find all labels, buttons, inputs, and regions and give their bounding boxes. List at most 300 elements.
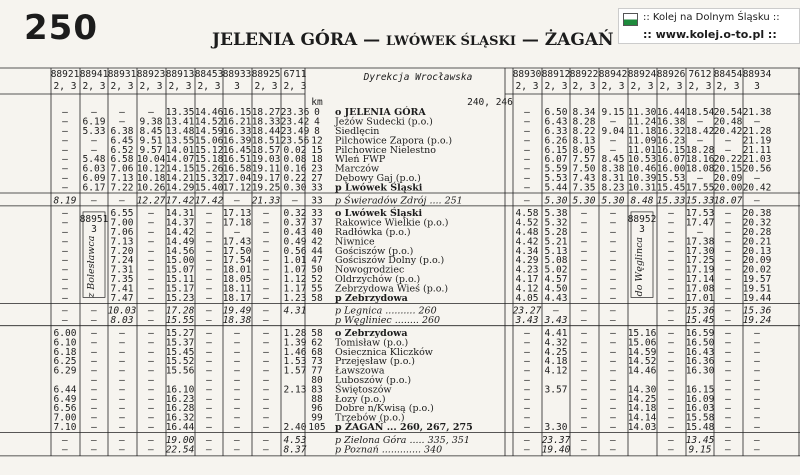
departure-time: — bbox=[263, 422, 269, 433]
station-name: Wleń FWP bbox=[335, 154, 386, 166]
departure-time: 16.30 bbox=[685, 365, 715, 377]
departure-time: — bbox=[263, 217, 269, 229]
km-value: 58 bbox=[311, 292, 323, 304]
departure-time: 6.09 bbox=[82, 173, 106, 184]
departure-time: — bbox=[206, 264, 212, 276]
departure-time: — bbox=[234, 365, 240, 377]
train-class: 2, 3 bbox=[572, 81, 596, 92]
departure-time: — bbox=[148, 217, 154, 229]
departure-time: 14.07 bbox=[165, 154, 195, 166]
train-class: 2, 3 bbox=[601, 81, 625, 92]
departure-time: — bbox=[206, 444, 212, 456]
departure-time: — bbox=[206, 393, 212, 405]
departure-time: 16.36 bbox=[685, 356, 715, 368]
departure-time: — bbox=[581, 315, 587, 327]
departure-time: — bbox=[524, 107, 530, 119]
departure-time: — bbox=[148, 274, 154, 285]
departure-time: 18.07 bbox=[713, 195, 743, 207]
departure-time: 13.45 bbox=[685, 434, 715, 446]
departure-time: 1.12 bbox=[283, 274, 307, 285]
station-name: Dębowy Gaj (p.o.) bbox=[335, 173, 421, 184]
departure-time: — bbox=[234, 444, 240, 456]
departure-time: — bbox=[668, 403, 674, 415]
departure-time: 0.37 bbox=[283, 217, 307, 229]
departure-time: 9.51 bbox=[139, 135, 163, 147]
departure-time: 20.13 bbox=[742, 245, 772, 257]
departure-time: 18.28 bbox=[685, 144, 715, 156]
departure-time: — bbox=[206, 365, 212, 377]
departure-time: — bbox=[206, 274, 212, 285]
departure-time: 17.53 bbox=[685, 208, 715, 220]
departure-time: — bbox=[148, 255, 154, 267]
train-class: 2, 3 bbox=[659, 81, 683, 92]
departure-time: — bbox=[91, 135, 97, 147]
departure-time: 8.19 bbox=[53, 195, 77, 207]
departure-time: — bbox=[62, 264, 68, 276]
departure-time: 20.09 bbox=[742, 255, 772, 267]
departure-time: — bbox=[754, 444, 760, 456]
departure-time: — bbox=[725, 346, 731, 358]
departure-time: 5.59 bbox=[544, 163, 568, 175]
departure-time: — bbox=[610, 315, 616, 327]
departure-time: 5.44 bbox=[544, 182, 568, 194]
departure-time: 1.01 bbox=[283, 255, 307, 267]
departure-time: 18.11 bbox=[222, 283, 252, 295]
train-number: 6711 bbox=[283, 69, 307, 80]
departure-time: 21.33 bbox=[251, 195, 281, 207]
connecting-train-number: 88951 bbox=[79, 213, 109, 225]
departure-time: 17.25 bbox=[685, 255, 715, 267]
departure-time: — bbox=[610, 245, 616, 257]
departure-time: 10.26 bbox=[136, 182, 166, 194]
departure-time: — bbox=[754, 375, 760, 386]
train-class: 3 bbox=[234, 81, 240, 92]
departure-time: 23.27 bbox=[512, 305, 542, 317]
departure-time: 15.56 bbox=[165, 365, 195, 377]
departure-time: 15.17 bbox=[165, 283, 195, 295]
departure-time: 6.19 bbox=[82, 116, 106, 128]
departure-time: — bbox=[524, 434, 530, 446]
departure-time: 15.53 bbox=[656, 173, 686, 184]
departure-time: — bbox=[234, 356, 240, 368]
departure-time: 20.28 bbox=[742, 227, 772, 238]
departure-time: 4.29 bbox=[515, 255, 539, 267]
departure-time: — bbox=[148, 412, 154, 424]
departure-time: 17.55 bbox=[685, 182, 715, 194]
departure-time: 7.13 bbox=[110, 236, 134, 248]
departure-time: — bbox=[119, 375, 125, 386]
departure-time: 18.42 bbox=[685, 126, 715, 137]
departure-time: — bbox=[610, 283, 616, 295]
route-title-start: JELENIA GÓRA — bbox=[212, 30, 386, 50]
departure-time: 11.30 bbox=[627, 107, 657, 119]
departure-time: — bbox=[581, 217, 587, 229]
departure-time: 19.17 bbox=[251, 173, 281, 184]
departure-time: — bbox=[91, 337, 97, 349]
departure-time: — bbox=[668, 305, 674, 317]
km-value: 47 bbox=[311, 255, 323, 267]
station-name: Przejęsław (p.o.) bbox=[335, 356, 415, 368]
departure-time: — bbox=[119, 107, 125, 119]
departure-time: 0.56 bbox=[283, 245, 307, 257]
departure-time: — bbox=[524, 126, 530, 137]
departure-time: — bbox=[668, 245, 674, 257]
departure-time: 3.57 bbox=[544, 384, 568, 396]
departure-time: 12.27 bbox=[136, 195, 166, 207]
departure-time: — bbox=[581, 292, 587, 304]
departure-time: 16.51 bbox=[222, 154, 252, 166]
departure-time: 18.44 bbox=[251, 126, 281, 137]
departure-time: — bbox=[668, 384, 674, 396]
departure-time: 8.28 bbox=[572, 116, 596, 128]
departure-time: 7.00 bbox=[110, 217, 134, 229]
departure-time: 17.42 bbox=[194, 195, 224, 207]
departure-time: 14.21 bbox=[165, 173, 195, 184]
km-value: 33 bbox=[311, 208, 323, 220]
departure-time: — bbox=[581, 375, 587, 386]
km-value: 40 bbox=[311, 227, 323, 238]
departure-time: — bbox=[725, 315, 731, 327]
departure-time: 9.38 bbox=[139, 116, 163, 128]
departure-time: — bbox=[668, 255, 674, 267]
departure-time: — bbox=[668, 283, 674, 295]
departure-time: — bbox=[62, 154, 68, 166]
departure-time: 16.58 bbox=[222, 163, 252, 175]
departure-time: 6.45 bbox=[110, 135, 134, 147]
departure-time: 3.43 bbox=[515, 315, 539, 327]
departure-time: 23.56 bbox=[280, 135, 310, 147]
train-number: 88931 bbox=[107, 69, 137, 80]
station-name: Gościszów (p.o.) bbox=[335, 245, 414, 257]
watermark-url[interactable]: :: www.kolej.o-to.pl :: bbox=[643, 28, 777, 41]
departure-time: — bbox=[148, 107, 154, 119]
departure-time: 20.42 bbox=[713, 126, 743, 137]
departure-time: — bbox=[91, 412, 97, 424]
departure-time: — bbox=[725, 217, 731, 229]
departure-time: — bbox=[725, 245, 731, 257]
departure-time: — bbox=[754, 173, 760, 184]
departure-time: 1.28 bbox=[283, 328, 307, 339]
departure-time: 7.10 bbox=[53, 422, 77, 433]
departure-time: — bbox=[725, 236, 731, 248]
departure-time: — bbox=[263, 264, 269, 276]
departure-time: 10.53 bbox=[627, 154, 657, 166]
departure-time: 20.32 bbox=[742, 217, 772, 229]
departure-time: 16.45 bbox=[222, 144, 252, 156]
departure-time: 6.33 bbox=[544, 126, 568, 137]
departure-time: 17.28 bbox=[165, 305, 195, 317]
departure-time: 7.50 bbox=[572, 163, 596, 175]
departure-time: 16.43 bbox=[685, 346, 715, 358]
departure-time: — bbox=[91, 356, 97, 368]
departure-time: — bbox=[62, 245, 68, 257]
departure-time: — bbox=[62, 292, 68, 304]
departure-time: — bbox=[610, 365, 616, 377]
train-class: 2, 3 bbox=[254, 81, 278, 92]
departure-time: 19.44 bbox=[742, 292, 772, 304]
train-number: 88926 bbox=[656, 69, 686, 80]
departure-time: — bbox=[234, 195, 240, 207]
departure-time: — bbox=[91, 365, 97, 377]
departure-time: 5.08 bbox=[544, 255, 568, 267]
departure-time: — bbox=[754, 422, 760, 433]
train-class: 2, 3 bbox=[197, 81, 221, 92]
departure-time: 7.41 bbox=[110, 283, 134, 295]
departure-time: 7.06 bbox=[110, 163, 134, 175]
departure-time: — bbox=[524, 182, 530, 194]
departure-time: 15.33 bbox=[685, 195, 715, 207]
departure-time: — bbox=[725, 384, 731, 396]
departure-time: 8.03 bbox=[110, 315, 134, 327]
station-name: Rakowice Wielkie (p.o.) bbox=[335, 217, 449, 229]
train-class: 3 bbox=[754, 81, 760, 92]
departure-time: — bbox=[524, 163, 530, 175]
departure-time: 0.16 bbox=[283, 163, 307, 175]
departure-time: — bbox=[610, 384, 616, 396]
departure-time: — bbox=[91, 434, 97, 446]
departure-time: — bbox=[206, 328, 212, 339]
departure-time: 6.25 bbox=[53, 356, 77, 368]
departure-time: — bbox=[234, 375, 240, 386]
departure-time: 8.48 bbox=[630, 195, 654, 207]
departure-time: — bbox=[263, 337, 269, 349]
departure-time: — bbox=[524, 144, 530, 156]
connecting-train-class: 3 bbox=[639, 223, 645, 235]
departure-time: 20.02 bbox=[742, 264, 772, 276]
departure-time: — bbox=[91, 195, 97, 207]
route-title-middle: LWÓWEK ŚLĄSKI bbox=[386, 34, 516, 49]
departure-time: 19.00 bbox=[165, 434, 195, 446]
departure-time: — bbox=[668, 356, 674, 368]
departure-time: — bbox=[725, 444, 731, 456]
departure-time: 8.23 bbox=[601, 182, 625, 194]
departure-time: — bbox=[668, 292, 674, 304]
km-value: 83 bbox=[311, 384, 323, 396]
departure-time: — bbox=[119, 346, 125, 358]
departure-time: — bbox=[610, 292, 616, 304]
station-name: p Lwówek Śląski bbox=[335, 182, 423, 194]
departure-time: 4.58 bbox=[515, 208, 539, 220]
departure-time: 16.33 bbox=[222, 126, 252, 137]
departure-time: 15.12 bbox=[194, 144, 224, 156]
departure-time: — bbox=[754, 195, 760, 207]
departure-time: — bbox=[119, 384, 125, 396]
departure-time: — bbox=[725, 283, 731, 295]
departure-time: 19.24 bbox=[742, 315, 772, 327]
departure-time: 15.55 bbox=[165, 315, 195, 327]
departure-time: — bbox=[581, 236, 587, 248]
departure-time: 20.22 bbox=[713, 154, 743, 166]
departure-time: 5.53 bbox=[544, 173, 568, 184]
departure-time: 18.27 bbox=[251, 107, 281, 119]
departure-time: 16.03 bbox=[685, 403, 715, 415]
departure-time: 18.16 bbox=[685, 154, 715, 166]
train-class: 2, 3 bbox=[53, 81, 77, 92]
km-value: 15 bbox=[311, 144, 323, 156]
departure-time: 15.45 bbox=[165, 346, 195, 358]
connecting-train-number: 88952 bbox=[627, 213, 657, 225]
departure-time: — bbox=[91, 315, 97, 327]
departure-time: — bbox=[263, 444, 269, 456]
departure-time: — bbox=[62, 283, 68, 295]
departure-time: — bbox=[581, 227, 587, 238]
departure-time: 13.48 bbox=[165, 126, 195, 137]
departure-time: — bbox=[725, 328, 731, 339]
departure-time: 5.02 bbox=[544, 264, 568, 276]
departure-time: 15.06 bbox=[627, 337, 657, 349]
departure-time: 7.35 bbox=[110, 274, 134, 285]
departure-time: — bbox=[206, 434, 212, 446]
departure-time: 6.26 bbox=[544, 135, 568, 147]
departure-time: 7.24 bbox=[110, 255, 134, 267]
departure-time: 23.36 bbox=[280, 107, 310, 119]
departure-time: 15.45 bbox=[656, 182, 686, 194]
departure-time: — bbox=[206, 236, 212, 248]
departure-time: — bbox=[553, 305, 559, 317]
departure-time: — bbox=[148, 227, 154, 238]
departure-time: 4.42 bbox=[515, 236, 539, 248]
departure-time: — bbox=[119, 116, 125, 128]
departure-time: — bbox=[524, 365, 530, 377]
departure-time: — bbox=[610, 403, 616, 415]
departure-time: 8.05 bbox=[572, 144, 596, 156]
departure-time: — bbox=[581, 255, 587, 267]
departure-time: — bbox=[148, 264, 154, 276]
departure-time: — bbox=[119, 403, 125, 415]
departure-time: 6.38 bbox=[110, 126, 134, 137]
departure-time: 6.17 bbox=[82, 182, 106, 194]
departure-time: — bbox=[234, 412, 240, 424]
departure-time: — bbox=[581, 346, 587, 358]
station-name: p Legnica .......... 260 bbox=[335, 305, 437, 317]
departure-time: 18.51 bbox=[251, 135, 281, 147]
departure-time: — bbox=[263, 346, 269, 358]
departure-time: 21.28 bbox=[742, 126, 772, 137]
departure-time: 15.11 bbox=[165, 274, 195, 285]
departure-time: — bbox=[725, 434, 731, 446]
departure-time: — bbox=[263, 283, 269, 295]
departure-time: 1.57 bbox=[283, 365, 307, 377]
departure-time: — bbox=[725, 144, 731, 156]
departure-time: 16.32 bbox=[656, 126, 686, 137]
departure-time: 16.38 bbox=[656, 116, 686, 128]
departure-time: — bbox=[581, 337, 587, 349]
departure-time: — bbox=[668, 393, 674, 405]
departure-time: — bbox=[62, 107, 68, 119]
departure-time: — bbox=[119, 412, 125, 424]
departure-time: 11.24 bbox=[627, 116, 657, 128]
departure-time: 5.38 bbox=[544, 208, 568, 220]
departure-time: 4.25 bbox=[544, 346, 568, 358]
departure-time: 14.52 bbox=[194, 116, 224, 128]
departure-time: — bbox=[524, 393, 530, 405]
departure-time: — bbox=[119, 422, 125, 433]
km-value: 68 bbox=[311, 346, 323, 358]
departure-time: 4.31 bbox=[283, 305, 307, 317]
departure-time: 15.36 bbox=[685, 305, 715, 317]
km-value: 105 bbox=[308, 422, 326, 433]
departure-time: 6.49 bbox=[53, 393, 77, 405]
km-value: 37 bbox=[311, 217, 323, 229]
departure-time: 14.15 bbox=[165, 163, 195, 175]
departure-time: 14.52 bbox=[627, 356, 657, 368]
departure-time: 15.48 bbox=[685, 422, 715, 433]
departure-time: — bbox=[581, 365, 587, 377]
departure-time: 6.58 bbox=[110, 154, 134, 166]
departure-time: 14.46 bbox=[627, 365, 657, 377]
departure-time: — bbox=[524, 356, 530, 368]
departure-time: — bbox=[263, 274, 269, 285]
departure-time: — bbox=[148, 305, 154, 317]
departure-time: 9.04 bbox=[601, 126, 625, 137]
departure-time: — bbox=[610, 434, 616, 446]
departure-time: — bbox=[148, 283, 154, 295]
departure-time: — bbox=[725, 255, 731, 267]
departure-time: — bbox=[148, 208, 154, 220]
departure-time: — bbox=[62, 227, 68, 238]
departure-time: 7.47 bbox=[110, 292, 134, 304]
departure-time: 10.04 bbox=[136, 154, 166, 166]
departure-time: — bbox=[234, 422, 240, 433]
departure-time: — bbox=[263, 208, 269, 220]
departure-time: — bbox=[725, 135, 731, 147]
station-name: Pilchowice Nielestno bbox=[335, 144, 436, 156]
departure-time: — bbox=[119, 356, 125, 368]
departure-time: 11.01 bbox=[627, 144, 657, 156]
km-value: 33 bbox=[311, 195, 323, 207]
departure-time: — bbox=[148, 236, 154, 248]
departure-time: 6.03 bbox=[82, 163, 106, 175]
train-number: 88923 bbox=[136, 69, 166, 80]
departure-time: 1.23 bbox=[283, 292, 307, 304]
departure-time: 1.17 bbox=[283, 283, 307, 295]
departure-time: 7.06 bbox=[110, 227, 134, 238]
departure-time: — bbox=[148, 328, 154, 339]
departure-time: — bbox=[725, 356, 731, 368]
train-class: 2, 3 bbox=[110, 81, 134, 92]
departure-time: — bbox=[206, 292, 212, 304]
departure-time: — bbox=[610, 255, 616, 267]
departure-time: — bbox=[206, 403, 212, 415]
departure-time: — bbox=[725, 422, 731, 433]
departure-time: — bbox=[610, 422, 616, 433]
departure-time: 7.13 bbox=[110, 173, 134, 184]
departure-time: — bbox=[206, 337, 212, 349]
departure-time: — bbox=[610, 264, 616, 276]
departure-time: — bbox=[668, 264, 674, 276]
departure-time: 6.18 bbox=[53, 346, 77, 358]
departure-time: 20.09 bbox=[713, 173, 743, 184]
train-class: 2, 3 bbox=[515, 81, 539, 92]
departure-time: 16.10 bbox=[165, 384, 195, 396]
departure-time: — bbox=[148, 375, 154, 386]
departure-time: — bbox=[754, 434, 760, 446]
departure-time: — bbox=[610, 236, 616, 248]
departure-time: 20.56 bbox=[742, 163, 772, 175]
departure-time: 6.07 bbox=[544, 154, 568, 166]
departure-time: — bbox=[234, 346, 240, 358]
departure-time: — bbox=[524, 154, 530, 166]
departure-time: — bbox=[754, 384, 760, 396]
departure-time: — bbox=[754, 337, 760, 349]
departure-time: — bbox=[206, 208, 212, 220]
departure-time: 15.45 bbox=[685, 315, 715, 327]
departure-time: — bbox=[697, 173, 703, 184]
departure-time: — bbox=[263, 245, 269, 257]
departure-time: — bbox=[668, 444, 674, 456]
departure-time: 15.18 bbox=[194, 154, 224, 166]
departure-time: 14.37 bbox=[165, 217, 195, 229]
